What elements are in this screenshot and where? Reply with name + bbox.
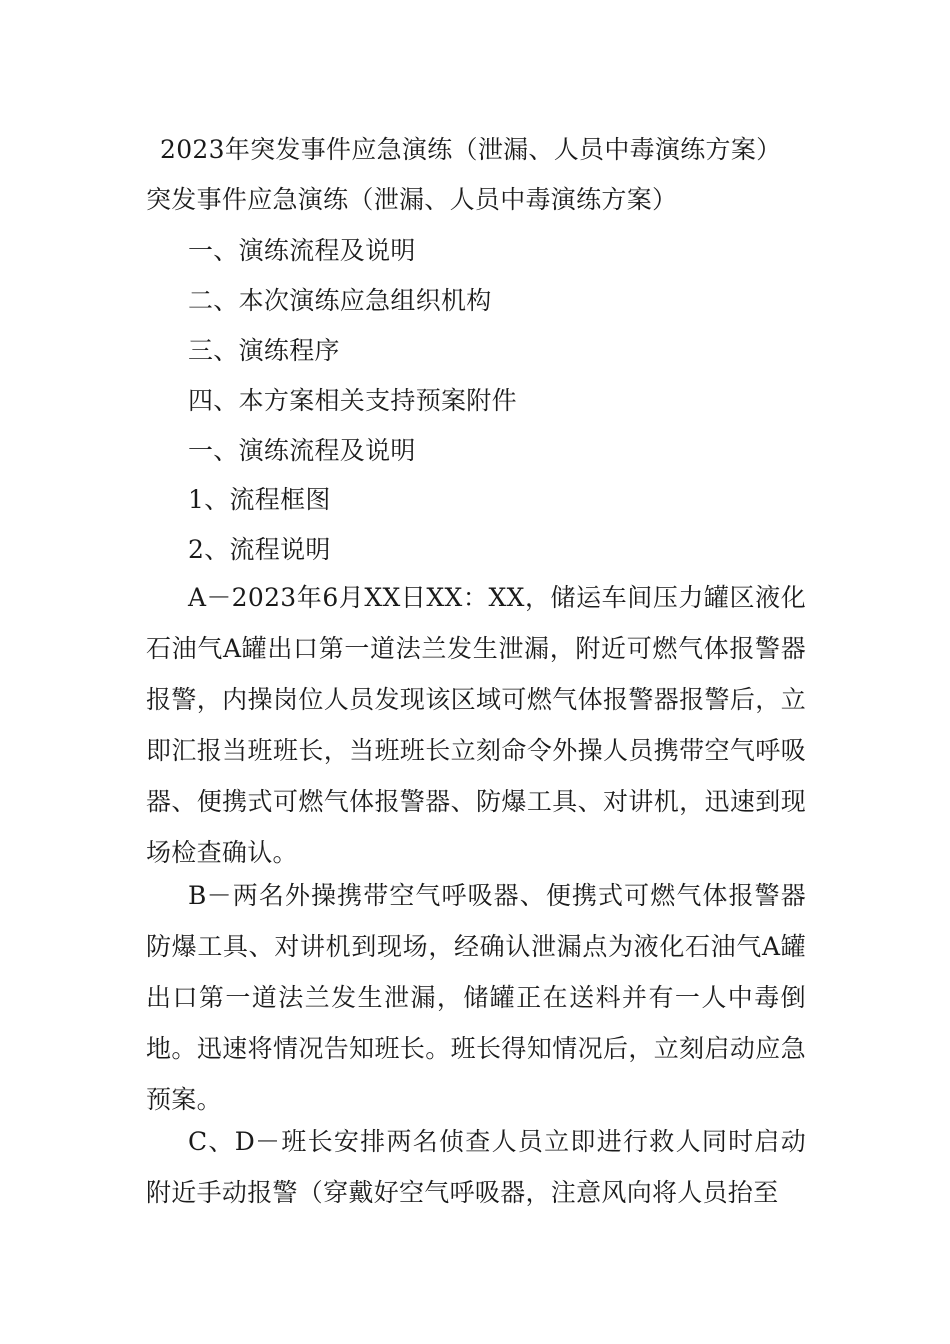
document-title: 2023年突发事件应急演练（泄漏、人员中毒演练方案）: [160, 135, 782, 164]
document-subtitle: 突发事件应急演练（泄漏、人员中毒演练方案）: [146, 185, 678, 214]
section-heading: 一、演练流程及说明: [188, 436, 416, 465]
body-paragraph: A－2023年6月XX日XX：XX，储运车间压力罐区液化石油气A罐出口第一道法兰发生泄漏，附近可燃气体报警器报警，内操岗位人员发现该区域可燃气体报警器报警后，立即汇报当班班长，当班班长立刻命令外操人员携带空气呼吸器、便携式可燃气体报警器、防爆工具、对讲机，迅速到现场检查确认。: [146, 583, 806, 867]
body-paragraph: C、D－班长安排两名侦查人员立即进行救人同时启动附近手动报警（穿戴好空气呼吸器，注意风向将人员抬至: [146, 1127, 806, 1207]
toc-item: 一、演练流程及说明: [188, 236, 416, 265]
toc-item: 三、演练程序: [188, 336, 340, 365]
body-paragraph: B－两名外操携带空气呼吸器、便携式可燃气体报警器防爆工具、对讲机到现场，经确认泄漏点为液化石油气A罐出口第一道法兰发生泄漏，储罐正在送料并有一人中毒倒地。迅速将情况告知班长。班长得知情况后，立刻启动应急预案。: [146, 881, 806, 1114]
toc-item: 二、本次演练应急组织机构: [188, 286, 492, 315]
toc-item: 四、本方案相关支持预案附件: [188, 386, 517, 415]
subsection-heading: 2、流程说明: [188, 535, 331, 564]
subsection-heading: 1、流程框图: [188, 485, 331, 514]
